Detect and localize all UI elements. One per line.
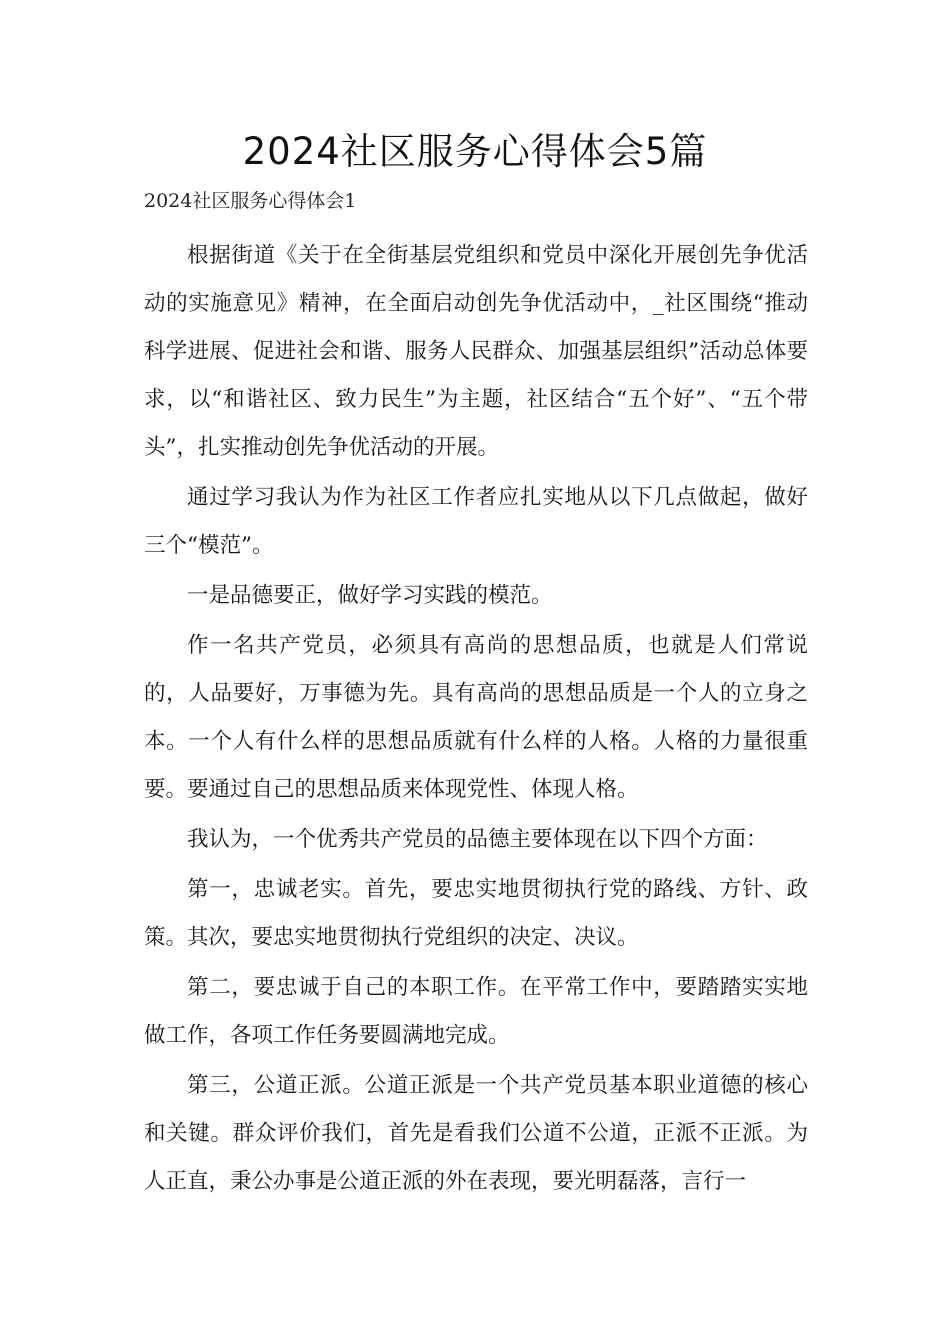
paragraph: 第三，公道正派。公道正派是一个共产党员基本职业道德的核心和关键。群众评价我们，首先是看我们公道不公道，正派不正派。为人正直，秉公办事是公道正派的外在表现，要光明磊落，言行一 <box>144 1073 808 1194</box>
document-title: 2024社区服务心得体会5篇 <box>242 130 708 173</box>
section-heading: 2024社区服务心得体会1 <box>144 190 357 212</box>
paragraph: 根据街道《关于在全街基层党组织和党员中深化开展创先争优活动的实施意见》精神，在全面启动创先争优活动中，_社区围绕“推动科学进展、促进社会和谐、服务人民群众、加强基层组织”活动总体要求，以“和谐社区、致力民生”为主题，社区结合“五个好”、“五个带头”，扎实推动创先争优活动的开展。 <box>144 243 808 460</box>
paragraph: 第一，忠诚老实。首先，要忠实地贯彻执行党的路线、方针、政策。其次，要忠实地贯彻执行党组织的决定、决议。 <box>144 877 808 950</box>
paragraph: 一是品德要正，做好学习实践的模范。 <box>187 583 553 608</box>
document-body <box>144 232 808 1208</box>
paragraph: 作一名共产党员，必须具有高尚的思想品质，也就是人们常说的，人品要好，万事德为先。具有高尚的思想品质是一个人的立身之本。一个人有什么样的思想品质就有什么样的人格。人格的力量很重要。要通过自己的思想品质来体现党性、体现人格。 <box>144 633 808 802</box>
paragraph: 通过学习我认为作为社区工作者应扎实地从以下几点做起，做好三个“模范”。 <box>144 485 808 558</box>
paragraph: 第二，要忠诚于自己的本职工作。在平常工作中，要踏踏实实地做工作，各项工作任务要圆满地完成。 <box>144 975 808 1048</box>
paragraph: 我认为，一个优秀共产党员的品德主要体现在以下四个方面： <box>187 827 768 852</box>
